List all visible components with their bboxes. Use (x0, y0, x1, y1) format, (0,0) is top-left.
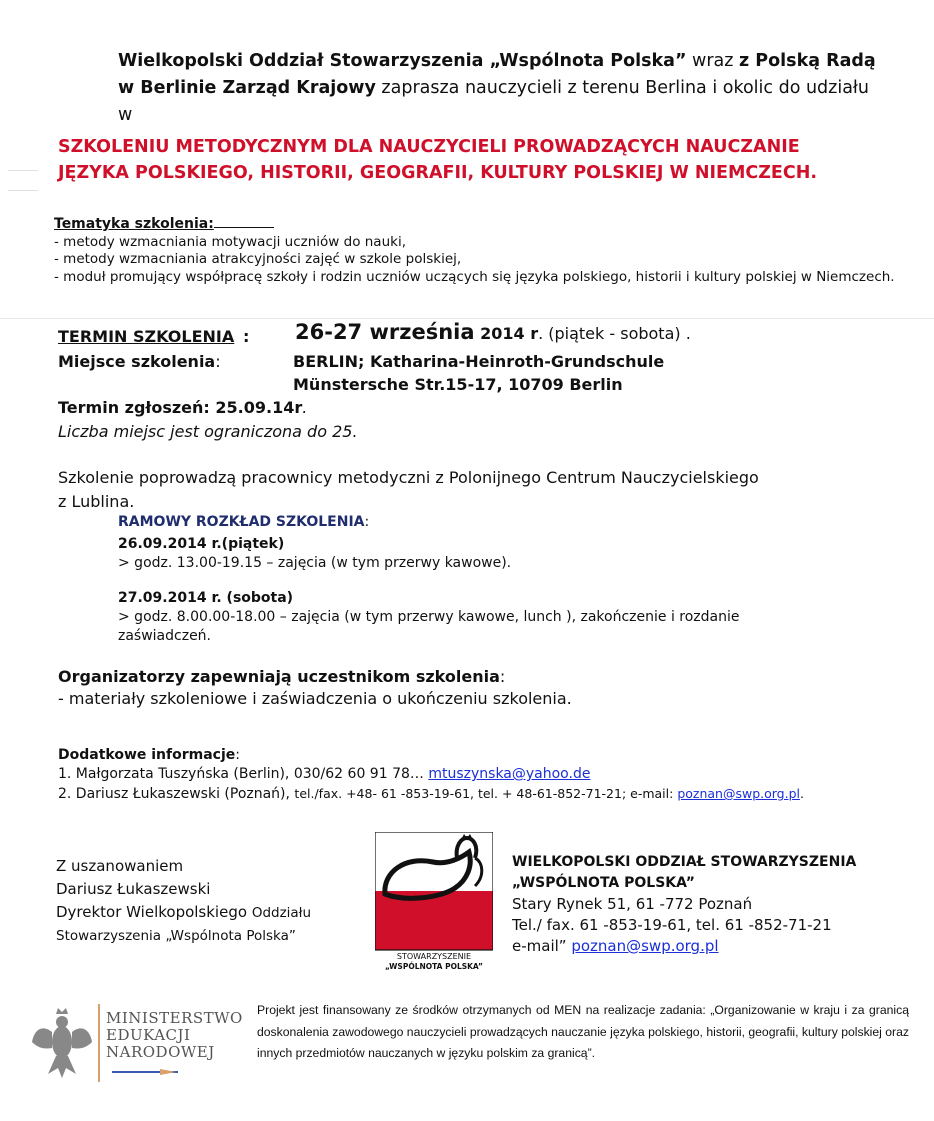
schedule-day-text: > godz. 13.00-19.15 – zajęcia (w tym przerwy kawowe). (118, 555, 512, 571)
topic-item: - moduł promujący współpracę szkoły i rodzin uczniów uczących się języka polskiego, historii i kultury polskiej w Niemczech. (54, 268, 895, 285)
signature-role: Dyrektor Wielkopolskiego (56, 903, 252, 921)
ministry-line3: NARODOWEJ (106, 1043, 215, 1061)
signature-block (56, 855, 311, 948)
contact-line2-end: . (800, 786, 804, 801)
registration-deadline (58, 398, 307, 417)
schedule-day (118, 535, 818, 573)
intro-invite: zaprasza nauczycieli z terenu Berlina i okolic do udziału w (118, 78, 869, 125)
margin-mark (8, 170, 38, 171)
training-title-line1: SZKOLENIU METODYCZNYM DLA NAUCZYCIELI PROWADZĄCYCH NAUCZANIE (58, 137, 800, 157)
schedule-colon: : (364, 514, 370, 530)
schedule-day-heading: 27.09.2014 r. (sobota) (118, 590, 294, 606)
ministry-line1: MINISTERSTWO (106, 1009, 243, 1027)
trainers-line2: z Lublina. (58, 492, 135, 511)
places-limit: Liczba miejsc jest ograniczona do 25. (58, 422, 358, 441)
ministry-name (106, 1010, 243, 1061)
signature-name: Dariusz Łukaszewski (56, 880, 211, 898)
trainers-info (58, 466, 838, 514)
term-date-rest: . (piątek - sobota) . (538, 324, 691, 343)
schedule-title (118, 514, 369, 530)
schedule-title-text: RAMOWY ROZKŁAD SZKOLENIA (118, 514, 365, 530)
contact-org-line1: WIELKOPOLSKI ODDZIAŁ STOWARZYSZENIA (512, 854, 857, 870)
contact-email-link[interactable]: poznan@swp.org.pl (571, 937, 719, 955)
wspolnota-polska-logo-icon (375, 832, 493, 974)
term-label: TERMIN SZKOLENIA (58, 327, 235, 346)
term-date-year: 2014 r (474, 324, 539, 343)
term-date (295, 320, 691, 344)
partner-name: z Polską Radą w Berlinie Zarząd Krajowy (118, 51, 876, 98)
logo-caption1: STOWARZYSZENIE (396, 952, 472, 961)
organizers-colon: : (499, 667, 506, 686)
org-name: Wielkopolski Oddział Stowarzyszenia „Wspólnota Polska” (118, 51, 687, 71)
place-line2: Münstersche Str.15-17, 10709 Berlin (293, 375, 623, 394)
organizers-heading: Organizatorzy zapewniają uczestnikom szkolenia (58, 667, 500, 686)
contact-line1: 1. Małgorzata Tuszyńska (Berlin), 030/62 60 91 78… (58, 766, 429, 782)
intro-paragraph (58, 48, 878, 129)
divider (0, 318, 934, 319)
place-label-text: Miejsce szkolenia (58, 352, 216, 371)
schedule-day-text: > godz. 8.00.00-18.00 – zajęcia (w tym przerwy kawowe, lunch ), zakończenie i rozdanie zaświadczeń. (118, 609, 740, 644)
contact-email-label: e-mail” (512, 937, 572, 955)
contact-phone: Tel./ fax. 61 -853-19-61, tel. 61 -852-71-21 (512, 916, 832, 934)
place-line1: BERLIN; Katharina-Heinroth-Grundschule (293, 352, 665, 371)
term-colon: : (243, 327, 250, 346)
organizers-section (58, 666, 878, 710)
additional-info-colon: : (235, 747, 240, 763)
contact-block (512, 852, 856, 957)
signature-greeting: Z uszanowaniem (56, 857, 184, 875)
place-colon: : (215, 352, 221, 371)
topic-item: - metody wzmacniania atrakcyjności zajęć w szkole polskiej, (54, 251, 462, 267)
topic-item: - metody wzmacniania motywacji uczniów do nauki, (54, 233, 406, 250)
intro-with: wraz (686, 51, 740, 71)
contact-line2-phones: tel./fax. +48- 61 -853-19-61, tel. + 48-61-852-71-21; e-mail: (294, 786, 678, 801)
polish-eagle-emblem-icon (32, 1008, 92, 1078)
ministry-line2: EDUKACJI (106, 1026, 191, 1044)
funding-note: Projekt jest finansowany ze środków otrzymanych od MEN na realizacje zadania: „Organizowanie w kraju i za granicą doskonalenia zawodowego nauczycieli prowadzących nauczanie języka polskiego, historii, geografii, kultury polskiej oraz innych przedmiotów nauczanych w języku polskim za granicą”. (257, 1003, 909, 1060)
training-title (58, 134, 918, 186)
deadline-dot: . (302, 398, 308, 417)
topics-section (54, 216, 904, 286)
additional-info-heading: Dodatkowe informacje (58, 747, 236, 763)
schedule-day (118, 589, 818, 646)
logo-caption2: „WSPÓLNOTA POLSKA” (385, 962, 483, 971)
signature-role-small: Oddziału (251, 905, 312, 921)
training-title-line2: JĘZYKA POLSKIEGO, HISTORII, GEOGRAFII, KULTURY POLSKIEJ W NIEMCZECH. (58, 163, 817, 183)
schedule-day-heading: 26.09.2014 r.(piątek) (118, 536, 285, 552)
contact-address: Stary Rynek 51, 61 -772 Poznań (512, 895, 753, 913)
term-date-days: 26-27 września (295, 320, 475, 344)
email-link-tuszynska[interactable]: mtuszynska@yahoo.de (428, 766, 591, 782)
trainers-line1: Szkolenie poprowadzą pracownicy metodyczni z Polonijnego Centrum Nauczycielskiego (58, 468, 759, 487)
topics-heading: Tematyka szkolenia: (54, 216, 214, 232)
margin-mark (8, 190, 38, 191)
contact-org-line2: „WSPÓLNOTA POLSKA” (512, 875, 695, 891)
place-label (58, 352, 221, 371)
signature-org: Stowarzyszenia „Wspólnota Polska” (56, 928, 296, 944)
email-link-poznan[interactable]: poznan@swp.org.pl (677, 786, 800, 801)
ministry-divider (98, 1004, 100, 1082)
contact-line2: 2. Dariusz Łukaszewski (Poznań), (58, 786, 295, 802)
additional-info (58, 746, 918, 804)
heading-underline (214, 226, 274, 228)
deadline-text: Termin zgłoszeń: 25.09.14r (58, 398, 303, 417)
organizers-item: - materiały szkoleniowe i zaświadczenia o ukończeniu szkolenia. (58, 689, 572, 708)
